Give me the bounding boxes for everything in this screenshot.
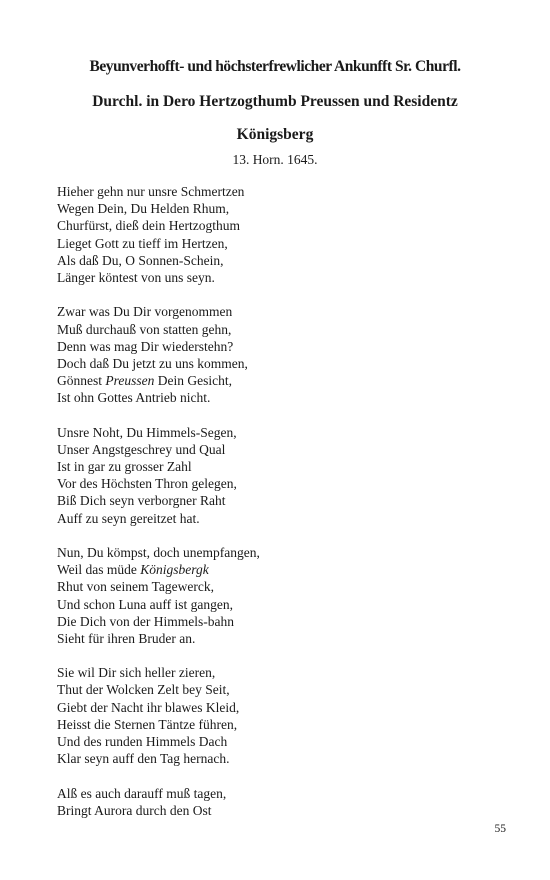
page-number: 55: [494, 823, 506, 835]
line-text: Zwar was Du Dir vorgenommen: [57, 304, 233, 320]
line-text: Alß es auch darauff muß tagen,: [57, 785, 227, 801]
poem-line: [57, 613, 497, 630]
poem-line: [57, 596, 497, 613]
poem-line: [57, 372, 497, 389]
poem-line: [57, 458, 497, 475]
italic-word: Preussen: [105, 373, 155, 389]
poem-line: [57, 321, 497, 338]
stanza: [57, 183, 497, 286]
line-text: Und schon Luna auff ist gangen,: [57, 596, 233, 612]
line-text: Sieht für ihren Bruder an.: [57, 630, 196, 646]
poem-line: [57, 716, 497, 733]
poem-line: [57, 733, 497, 750]
stanza: [57, 303, 497, 406]
line-text: Muß durchauß von statten gehn,: [57, 321, 232, 337]
line-text: Klar seyn auff den Tag hernach.: [57, 751, 230, 767]
line-text: Doch daß Du jetzt zu uns kommen,: [57, 355, 248, 371]
poem-line: [57, 183, 497, 200]
line-text: Nun, Du kömpst, doch unempfangen,: [57, 544, 260, 560]
line-text: Weil das müde: [57, 562, 141, 578]
poem-line: [57, 217, 497, 234]
poem-line: [57, 424, 497, 441]
line-text: Und des runden Himmels Dach: [57, 734, 228, 749]
poem-line: [57, 681, 497, 698]
poem-line: [57, 630, 497, 647]
poem-line: [57, 578, 497, 595]
stanza: [57, 785, 497, 819]
line-text: Ist ohn Gottes Antrieb nicht.: [57, 390, 211, 406]
italic-word: Königsbergk: [140, 562, 209, 578]
poem-title-line-1: Beyunverhofft- und höchsterfrewlicher Ankunfft Sr. Churfl.: [89, 58, 461, 75]
line-text: Thut der Wolcken Zelt bey Seit,: [57, 682, 230, 698]
line-text: Unsre Noht, Du Himmels-Segen,: [57, 424, 237, 440]
line-text: Sie wil Dir sich heller zieren,: [57, 665, 216, 681]
poem-line: [57, 303, 497, 320]
line-text: Hieher gehn nur unsre Schmertzen: [57, 184, 245, 199]
line-text: Als daß Du, O Sonnen-Schein,: [57, 252, 224, 268]
poem-line: [57, 389, 497, 406]
line-text: Vor des Höchsten Thron gelegen,: [57, 476, 237, 492]
stanza: [57, 544, 497, 647]
poem-line: [57, 699, 497, 716]
line-text: Bringt Aurora durch den Ost: [57, 802, 212, 818]
line-text: Die Dich von der Himmels-bahn: [57, 613, 234, 629]
stanza: [57, 424, 497, 527]
poem-line: [57, 492, 497, 509]
line-text: Ist in gar zu grosser Zahl: [57, 459, 192, 474]
line-text: Giebt der Nacht ihr blawes Kleid,: [57, 699, 240, 715]
line-text: Unser Angstgeschrey und Qual: [57, 441, 226, 457]
line-text: Dein Gesicht,: [154, 373, 232, 389]
line-text: Gönnest: [57, 373, 106, 389]
poem-line: [57, 338, 497, 355]
poem-line: [57, 200, 497, 217]
poem-line: [57, 750, 497, 767]
line-text: Heisst die Sternen Täntze führen,: [57, 716, 238, 732]
line-text: Biß Dich seyn verborgner Raht: [57, 493, 226, 509]
poem-line: [57, 475, 497, 492]
poem-line: [57, 441, 497, 458]
poem-line: [57, 561, 497, 578]
line-text: Auff zu seyn gereitzet hat.: [57, 510, 200, 526]
poem-date: 13. Horn. 1645.: [232, 152, 318, 167]
poem-title-line-2: Durchl. in Dero Hertzogthumb Preussen und Residentz: [92, 93, 458, 110]
poem-line: [57, 785, 497, 802]
poem-line: [57, 235, 497, 252]
poem-line: [57, 544, 497, 561]
poem-line: [57, 252, 497, 269]
line-text: Denn was mag Dir wiederstehn?: [57, 338, 234, 354]
poem-line: [57, 802, 497, 819]
stanza: [57, 664, 497, 767]
line-text: Lieget Gott zu tieff im Hertzen,: [57, 235, 228, 251]
poem-line: [57, 269, 497, 286]
poem-line: [57, 664, 497, 681]
poem-line: [57, 355, 497, 372]
poem-line: [57, 510, 497, 527]
poem-body: [57, 183, 497, 836]
line-text: Churfürst, dieß dein Hertzogthum: [57, 218, 240, 234]
poem-title-line-3: Königsberg: [236, 126, 314, 143]
line-text: Wegen Dein, Du Helden Rhum,: [57, 201, 230, 217]
line-text: Länger köntest von uns seyn.: [57, 269, 215, 285]
line-text: Rhut von seinem Tagewerck,: [57, 579, 215, 595]
